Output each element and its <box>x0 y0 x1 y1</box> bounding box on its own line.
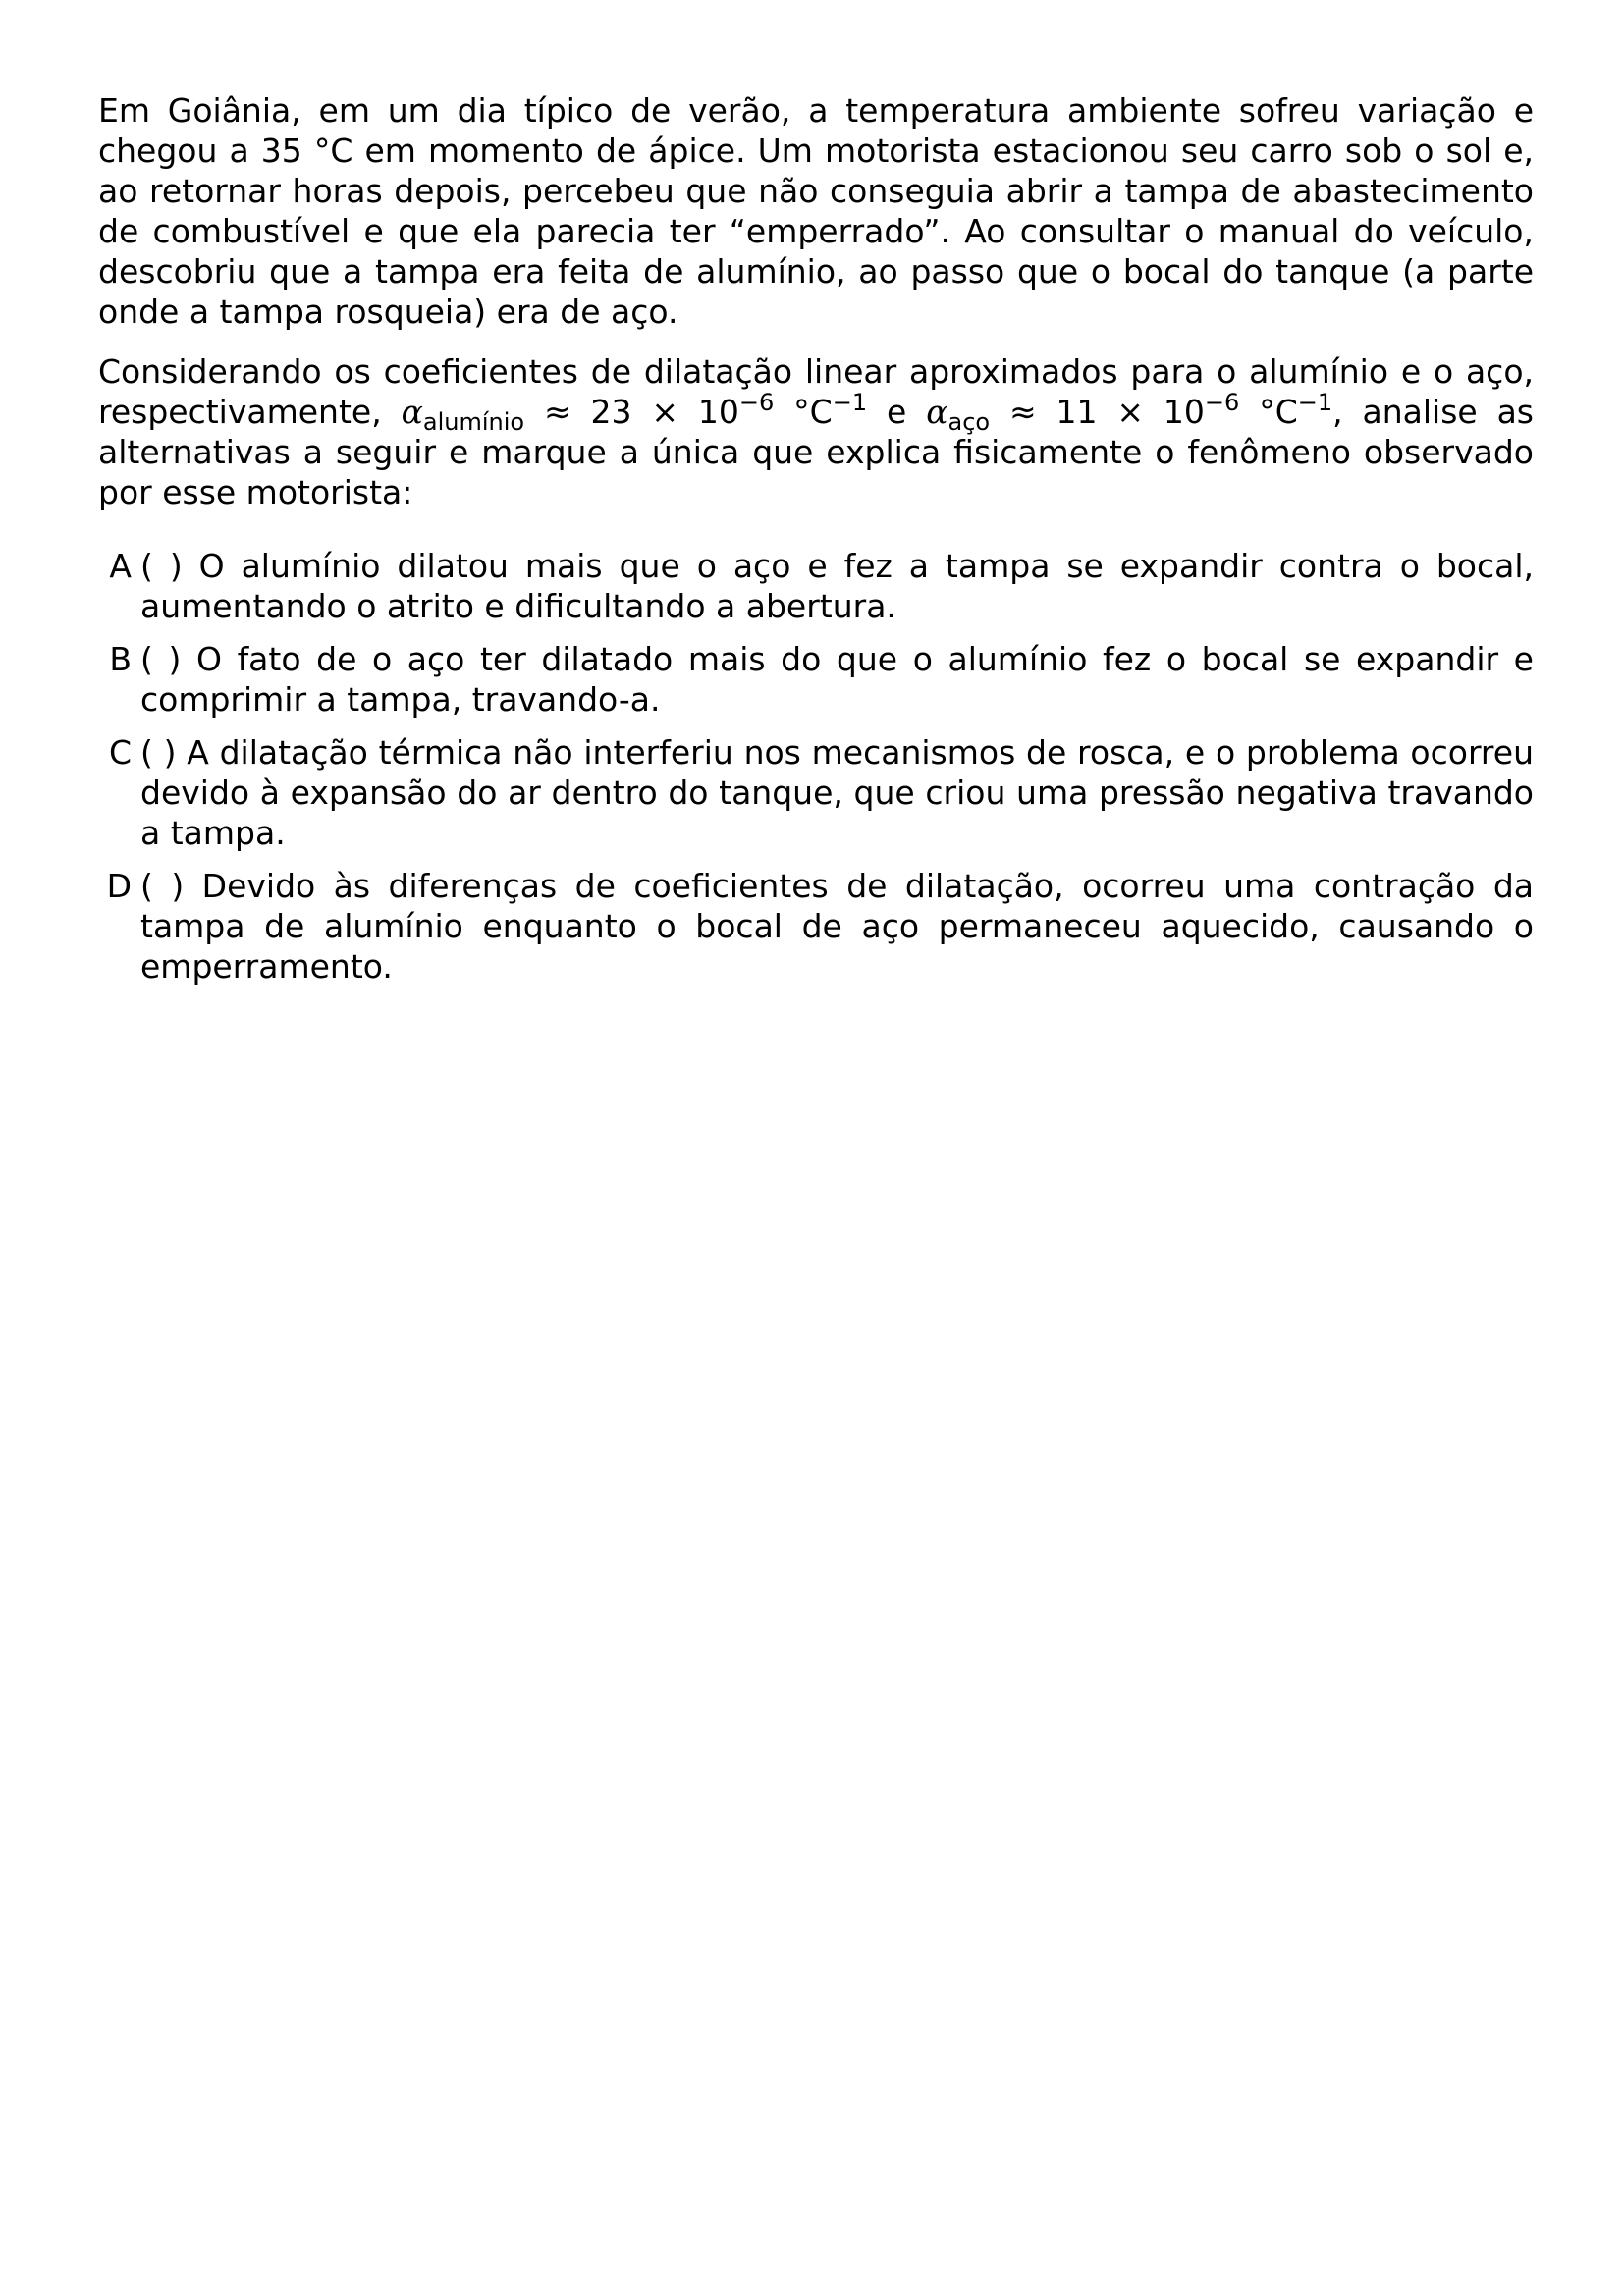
alpha-aluminum-unit: °C <box>774 393 833 431</box>
answer-option-c[interactable] <box>98 732 1534 853</box>
alpha-aluminum-value: ≈ 23 × 10 <box>524 393 739 431</box>
answer-options-list <box>98 546 1534 987</box>
alpha-symbol-aluminum: α <box>401 393 423 431</box>
option-text: ( ) A dilatação térmica não interferiu nos mecanismos de rosca, e o problema ocorreu devido à expansão do ar dentro do tanque, que criou uma pressão negativa travando a tampa. <box>140 733 1534 852</box>
option-letter: C <box>108 733 132 772</box>
alpha-aluminum-unit-exponent: −1 <box>832 389 868 416</box>
question-page <box>98 90 1534 1019</box>
option-text: ( ) O fato de o aço ter dilatado mais do que o alumínio fez o bocal se expandir e comprimir a tampa, travando-a. <box>140 640 1534 719</box>
alpha-aluminum-exponent: −6 <box>738 389 775 416</box>
prompt-connector-text: e <box>867 393 927 431</box>
option-text: ( ) O alumínio dilatou mais que o aço e fez a tampa se expandir contra o bocal, aumentando o atrito e dificultando a abertura. <box>140 547 1534 625</box>
answer-option-a[interactable] <box>98 546 1534 626</box>
alpha-steel-unit-exponent: −1 <box>1297 389 1333 416</box>
option-letter: B <box>109 640 132 678</box>
question-context-paragraph: Em Goiânia, em um dia típico de verão, a temperatura ambiente sofreu variação e chegou a 35 °C em momento de ápice. Um motorista estacionou seu carro sob o sol e, ao retornar horas depois, percebeu que não conseguia abrir a tampa de abastecimento de combustível e que ela parecia ter “emperrado”. Ao consultar o manual do veículo, descobriu que a tampa era feita de alumínio, ao passo que o bocal do tanque (a parte onde a tampa rosqueia) era de aço. <box>98 91 1534 331</box>
answer-option-d[interactable] <box>98 866 1534 987</box>
answer-option-b[interactable] <box>98 639 1534 720</box>
alpha-symbol-steel: α <box>926 393 948 431</box>
alpha-aluminum-subscript: alumínio <box>422 408 525 436</box>
prompt-outro-text: , analise as alternativas a seguir e marque a única que explica fisicamente o fenômeno observado por esse motorista: <box>98 393 1535 511</box>
alpha-steel-unit: °C <box>1239 393 1298 431</box>
alpha-steel-value: ≈ 11 × 10 <box>990 393 1205 431</box>
option-letter: A <box>109 547 132 585</box>
question-prompt-paragraph <box>98 351 1534 512</box>
option-letter: D <box>106 867 132 905</box>
option-text: ( ) Devido às diferenças de coeficientes de dilatação, ocorreu uma contração da tampa de alumínio enquanto o bocal de aço permaneceu aquecido, causando o emperramento. <box>140 867 1534 986</box>
prompt-intro-text: Considerando os coeficientes de dilatação linear aproximados para o alumínio e o aço, respectivamente, <box>98 352 1534 431</box>
alpha-steel-exponent: −6 <box>1204 389 1240 416</box>
alpha-steel-subscript: aço <box>947 408 991 436</box>
